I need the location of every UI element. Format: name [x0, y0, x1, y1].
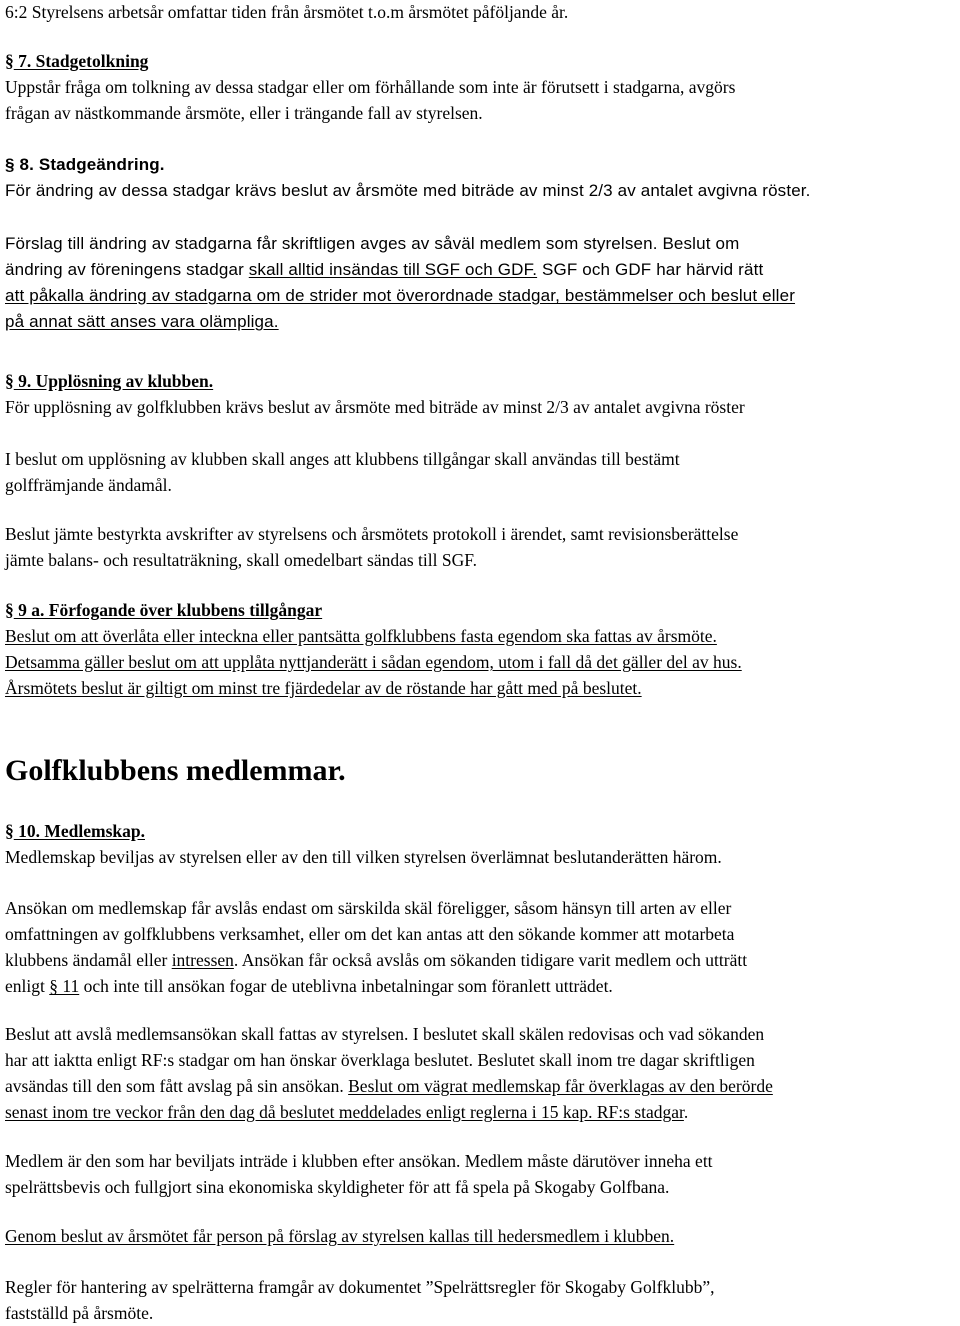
section-10-paragraph-2 [5, 895, 957, 999]
text-segment: enligt [5, 976, 50, 996]
text-segment: ändring av föreningens stadgar [5, 260, 249, 279]
underlined-text: Beslut om vägrat medlemskap får överklagas av den berörde [348, 1076, 773, 1096]
text-line: Förslag till ändring av stadgarna får skriftligen avges av såväl medlem som styrelsen. Beslut om [5, 234, 740, 253]
text-line: Medlemskap beviljas av styrelsen eller av den till vilken styrelsen överlämnat beslutanderätten härom. [5, 847, 722, 867]
text-line [5, 947, 957, 973]
section-10-heading [5, 818, 957, 844]
text-segment: . Ansökan får också avslås om sökanden tidigare varit medlem och utträtt [233, 950, 748, 970]
heading-text: 8. Stadgeändring. [14, 155, 165, 174]
section-8-paragraph-2 [5, 231, 957, 335]
text-segment: . [683, 1102, 689, 1122]
section-10-paragraph-4 [5, 1148, 957, 1200]
text-line: golffrämjande ändamål. [5, 475, 172, 495]
text-line: Medlem är den som har beviljats inträde i klubben efter ansökan. Medlem måste därutöver inneha ett [5, 1151, 713, 1171]
text-line: Uppstår fråga om tolkning av dessa stadgar eller om förhållande som inte är förutsett i stadgarna, avgörs [5, 77, 736, 97]
text-line [5, 1099, 957, 1125]
text-segment: klubbens ändamål eller [5, 950, 172, 970]
section-symbol: § [5, 51, 14, 71]
heading-text: 7. Stadgetolkning [13, 51, 149, 71]
text-line: Genom beslut av årsmötet får person på förslag av styrelsen kallas till hedersmedlem i klubben. [5, 1226, 675, 1246]
heading-text: 10. Medlemskap. [13, 821, 145, 841]
section-10-paragraph-6 [5, 1274, 957, 1326]
text-line [5, 1073, 957, 1099]
underlined-text: skall alltid insändas till SGF och GDF. [248, 260, 538, 279]
section-10-paragraph-5 [5, 1223, 957, 1249]
text-segment: och inte till ansökan fogar de uteblivna inbetalningar som föranlett utträdet. [79, 976, 613, 996]
text-line: Årsmötets beslut är giltigt om minst tre fjärdedelar av de röstande har gått med på beslutet. [5, 678, 642, 698]
section-symbol: § [5, 821, 14, 841]
section-10-paragraph-3 [5, 1021, 957, 1125]
text-line: Beslut om att överlåta eller inteckna eller pantsätta golfklubbens fasta egendom ska fattas av årsmöte. [5, 626, 717, 646]
section-9a-heading [5, 597, 957, 623]
text-line: För ändring av dessa stadgar krävs beslut av årsmöte med biträde av minst 2/3 av antalet avgivna röster. [5, 181, 811, 200]
text-line: För upplösning av golfklubben krävs beslut av årsmöte med biträde av minst 2/3 av antalet avgivna röster [5, 397, 745, 417]
text-line: 6:2 Styrelsens arbetsår omfattar tiden från årsmötet t.o.m årsmötet påföljande år. [5, 2, 569, 22]
text-segment: avsändas till den som fått avslag på sin ansökan. [5, 1076, 349, 1096]
section-reference: § 11 [49, 976, 80, 996]
section-symbol: § [5, 371, 14, 391]
members-heading: Golfklubbens medlemmar. [5, 754, 346, 787]
section-9-paragraph-2 [5, 446, 957, 498]
text-segment: SGF och GDF har härvid rätt [537, 260, 764, 279]
section-symbol: § [5, 600, 14, 620]
section-8-heading [5, 152, 957, 178]
text-line: Detsamma gäller beslut om att upplåta nyttjanderätt i sådan egendom, utom i fall då det gäller del av hus. [5, 652, 742, 672]
text-line: spelrättsbevis och fullgjort sina ekonomiska skyldigheter för att få spela på Skogaby Golfbana. [5, 1177, 670, 1197]
section-7 [5, 48, 957, 126]
underlined-text: intressen [171, 950, 234, 970]
text-line: Ansökan om medlemskap får avslås endast om särskilda skäl föreligger, såsom hänsyn till arten av eller [5, 898, 732, 918]
heading-text: 9. Upplösning av klubben. [13, 371, 214, 391]
text-line: på annat sätt anses vara olämpliga. [5, 312, 279, 331]
section-9-paragraph-3 [5, 521, 957, 573]
text-line: har att iaktta enligt RF:s stadgar om han önskar överklaga beslutet. Beslutet skall inom tre dagar skriftligen [5, 1050, 755, 1070]
underlined-text: senast inom tre veckor från den dag då beslutet meddelades enligt reglerna i 15 kap. RF:s stadgar [5, 1102, 684, 1122]
section-7-heading [5, 48, 957, 74]
text-line: frågan av nästkommande årsmöte, eller i trängande fall av styrelsen. [5, 103, 483, 123]
text-line: Beslut att avslå medlemsansökan skall fattas av styrelsen. I beslutet skall skälen redovisas och vad sökanden [5, 1024, 765, 1044]
section-9 [5, 368, 957, 420]
heading-text: 9 a. Förfogande över klubbens tillgångar [13, 600, 323, 620]
text-line: Beslut jämte bestyrkta avskrifter av styrelsens och årsmötets protokoll i ärendet, samt revisionsberättelse [5, 524, 739, 544]
text-line: fastställd på årsmöte. [5, 1303, 154, 1323]
section-symbol: § [5, 155, 15, 174]
text-line: I beslut om upplösning av klubben skall anges att klubbens tillgångar skall användas till bestämt [5, 449, 680, 469]
section-9a [5, 597, 957, 701]
section-8 [5, 152, 957, 204]
text-line: att påkalla ändring av stadgarna om de strider mot överordnade stadgar, bestämmelser och beslut eller [5, 286, 796, 305]
text-line [5, 257, 957, 283]
paragraph-6-2 [5, 0, 957, 25]
section-10 [5, 818, 957, 870]
text-line: omfattningen av golfklubbens verksamhet, eller om det kan antas att den sökande kommer att motarbeta [5, 924, 735, 944]
text-line: Regler för hantering av spelrätterna framgår av dokumentet ”Spelrättsregler för Skogaby Golfklubb”, [5, 1277, 715, 1297]
text-line: jämte balans- och resultaträkning, skall omedelbart sändas till SGF. [5, 550, 477, 570]
text-line [5, 973, 957, 999]
section-9-heading [5, 368, 957, 394]
